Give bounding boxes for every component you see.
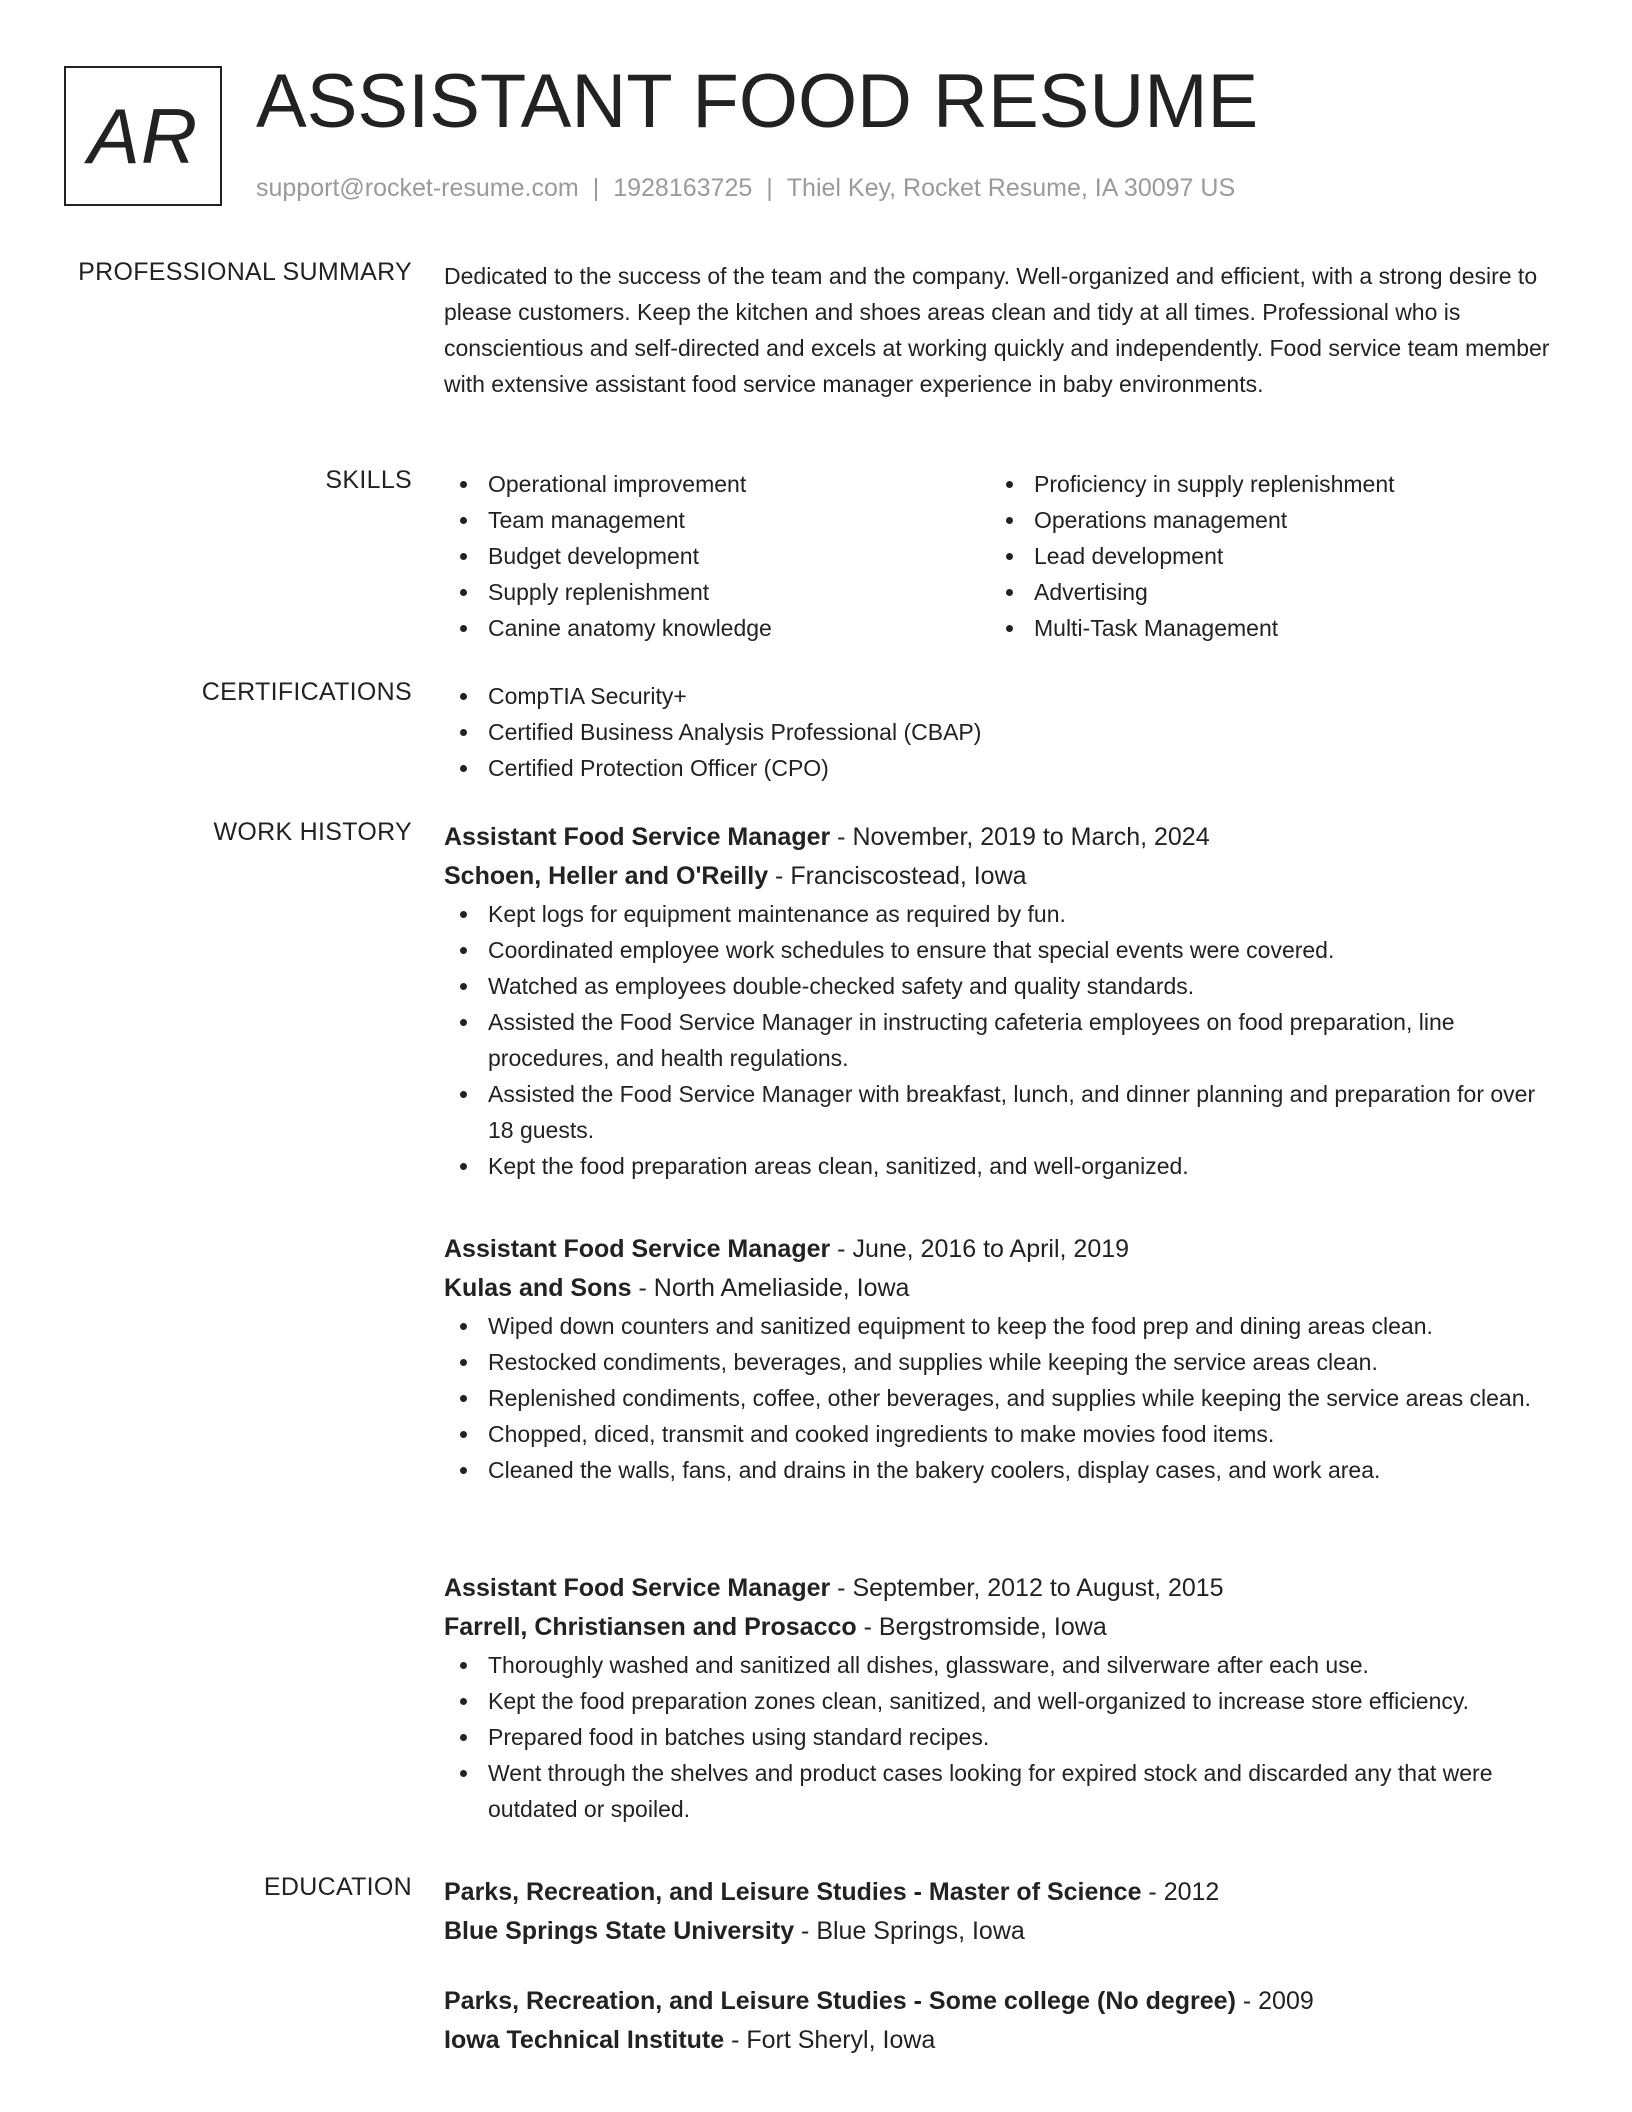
certification-item: CompTIA Security+ bbox=[444, 678, 1556, 714]
job-company-line bbox=[444, 1608, 1556, 1647]
education-degree-line bbox=[444, 1982, 1556, 2021]
job-title-line bbox=[444, 1569, 1556, 1608]
education-location: - Blue Springs, Iowa bbox=[794, 1917, 1025, 1945]
job-dates: - June, 2016 to April, 2019 bbox=[830, 1235, 1130, 1263]
job-company: Farrell, Christiansen and Prosacco bbox=[444, 1613, 857, 1641]
job-dates: - September, 2012 to August, 2015 bbox=[830, 1574, 1224, 1602]
job-location: - Franciscostead, Iowa bbox=[768, 862, 1027, 890]
contact-email: support@rocket-resume.com bbox=[256, 174, 579, 202]
section-label-summary: PROFESSIONAL SUMMARY bbox=[78, 258, 412, 286]
job-bullet: Restocked condiments, beverages, and supplies while keeping the service areas clean. bbox=[444, 1344, 1556, 1380]
education-school: Iowa Technical Institute bbox=[444, 2026, 725, 2054]
job-bullet: Assisted the Food Service Manager in instructing cafeteria employees on food preparation, line procedures, and health regulations. bbox=[444, 1004, 1556, 1076]
education-body bbox=[444, 1873, 1556, 1951]
job-title: Assistant Food Service Manager bbox=[444, 1574, 831, 1602]
job-bullet: Chopped, diced, transmit and cooked ingredients to make movies food items. bbox=[444, 1416, 1556, 1452]
job-location: - North Ameliaside, Iowa bbox=[631, 1274, 910, 1302]
education-location: - Fort Sheryl, Iowa bbox=[724, 2026, 936, 2054]
section-label-skills: SKILLS bbox=[325, 466, 412, 494]
section-label-education: EDUCATION bbox=[263, 1873, 412, 1901]
skill-item: Supply replenishment bbox=[444, 574, 990, 610]
job-company-line bbox=[444, 1269, 1556, 1308]
contact-line bbox=[256, 174, 1235, 203]
skill-item: Budget development bbox=[444, 538, 990, 574]
skills-list-left bbox=[444, 466, 990, 646]
job-title-line bbox=[444, 818, 1556, 857]
skill-item: Canine anatomy knowledge bbox=[444, 610, 990, 646]
job-bullet: Thoroughly washed and sanitized all dishes, glassware, and silverware after each use. bbox=[444, 1647, 1556, 1683]
education-school: Blue Springs State University bbox=[444, 1917, 795, 1945]
job-location: - Bergstromside, Iowa bbox=[856, 1613, 1107, 1641]
education-school-line bbox=[444, 1912, 1556, 1951]
contact-address: Thiel Key, Rocket Resume, IA 30097 US bbox=[786, 174, 1236, 202]
certifications-list bbox=[444, 678, 1556, 786]
skill-item: Multi-Task Management bbox=[990, 610, 1536, 646]
education-degree: Parks, Recreation, and Leisure Studies - Master of Science bbox=[444, 1878, 1142, 1906]
summary-body bbox=[444, 258, 1556, 402]
job-bullet: Assisted the Food Service Manager with breakfast, lunch, and dinner planning and preparation for over 18 guests. bbox=[444, 1076, 1556, 1148]
job-bullet: Kept the food preparation areas clean, sanitized, and well-organized. bbox=[444, 1148, 1556, 1184]
job-bullet: Prepared food in batches using standard recipes. bbox=[444, 1719, 1556, 1755]
job-bullet: Coordinated employee work schedules to ensure that special events were covered. bbox=[444, 932, 1556, 968]
skill-item: Proficiency in supply replenishment bbox=[990, 466, 1536, 502]
job-company: Schoen, Heller and O'Reilly bbox=[444, 862, 769, 890]
education-degree: Parks, Recreation, and Leisure Studies - Some college (No degree) bbox=[444, 1987, 1236, 2015]
job-body bbox=[444, 1569, 1556, 1827]
skill-item: Advertising bbox=[990, 574, 1536, 610]
job-bullet: Kept logs for equipment maintenance as required by fun. bbox=[444, 896, 1556, 932]
job-company-line bbox=[444, 857, 1556, 896]
skill-item: Lead development bbox=[990, 538, 1536, 574]
monogram-initials: AR bbox=[87, 91, 199, 180]
job-bullet-list bbox=[444, 1647, 1556, 1827]
education-year: - 2009 bbox=[1235, 1987, 1314, 2015]
education-degree-line bbox=[444, 1873, 1556, 1912]
summary-text: Dedicated to the success of the team and the company. Well-organized and efficient, with a strong desire to please customers. Keep the kitchen and shoes areas clean and tidy at all times. Professional who is conscientious and self-directed and excels at working quickly and independently. Food service team member with extensive assistant food service manager experience in baby environments. bbox=[444, 263, 1550, 397]
job-bullet: Watched as employees double-checked safety and quality standards. bbox=[444, 968, 1556, 1004]
section-label-work-history: WORK HISTORY bbox=[213, 818, 412, 846]
certification-item: Certified Protection Officer (CPO) bbox=[444, 750, 1556, 786]
job-bullet: Kept the food preparation zones clean, sanitized, and well-organized to increase store efficiency. bbox=[444, 1683, 1556, 1719]
education-body bbox=[444, 1982, 1556, 2060]
monogram-box bbox=[64, 66, 222, 206]
job-company: Kulas and Sons bbox=[444, 1274, 632, 1302]
contact-separator: | bbox=[592, 174, 600, 202]
job-bullet: Wiped down counters and sanitized equipment to keep the food prep and dining areas clean. bbox=[444, 1308, 1556, 1344]
job-title: Assistant Food Service Manager bbox=[444, 1235, 831, 1263]
job-bullet-list bbox=[444, 896, 1556, 1184]
contact-separator: | bbox=[766, 174, 773, 202]
job-dates: - November, 2019 to March, 2024 bbox=[830, 823, 1210, 851]
certification-item: Certified Business Analysis Professional (CBAP) bbox=[444, 714, 1556, 750]
certifications-body bbox=[444, 678, 1556, 786]
resume-title: ASSISTANT FOOD RESUME bbox=[256, 59, 1259, 144]
job-bullet: Replenished condiments, coffee, other beverages, and supplies while keeping the service areas clean. bbox=[444, 1380, 1556, 1416]
job-bullet-list bbox=[444, 1308, 1556, 1488]
education-school-line bbox=[444, 2021, 1556, 2060]
job-body bbox=[444, 1230, 1556, 1488]
skills-list-right bbox=[990, 466, 1536, 646]
job-bullet: Went through the shelves and product cases looking for expired stock and discarded any that were outdated or spoiled. bbox=[444, 1755, 1556, 1827]
skill-item: Team management bbox=[444, 502, 990, 538]
section-label-certifications: CERTIFICATIONS bbox=[201, 678, 412, 706]
job-body bbox=[444, 818, 1556, 1184]
education-year: - 2012 bbox=[1141, 1878, 1220, 1906]
job-bullet: Cleaned the walls, fans, and drains in the bakery coolers, display cases, and work area. bbox=[444, 1452, 1556, 1488]
skills-body bbox=[444, 466, 1556, 646]
job-title: Assistant Food Service Manager bbox=[444, 823, 831, 851]
contact-phone: 1928163725 bbox=[613, 174, 753, 202]
job-title-line bbox=[444, 1230, 1556, 1269]
skill-item: Operations management bbox=[990, 502, 1536, 538]
skill-item: Operational improvement bbox=[444, 466, 990, 502]
